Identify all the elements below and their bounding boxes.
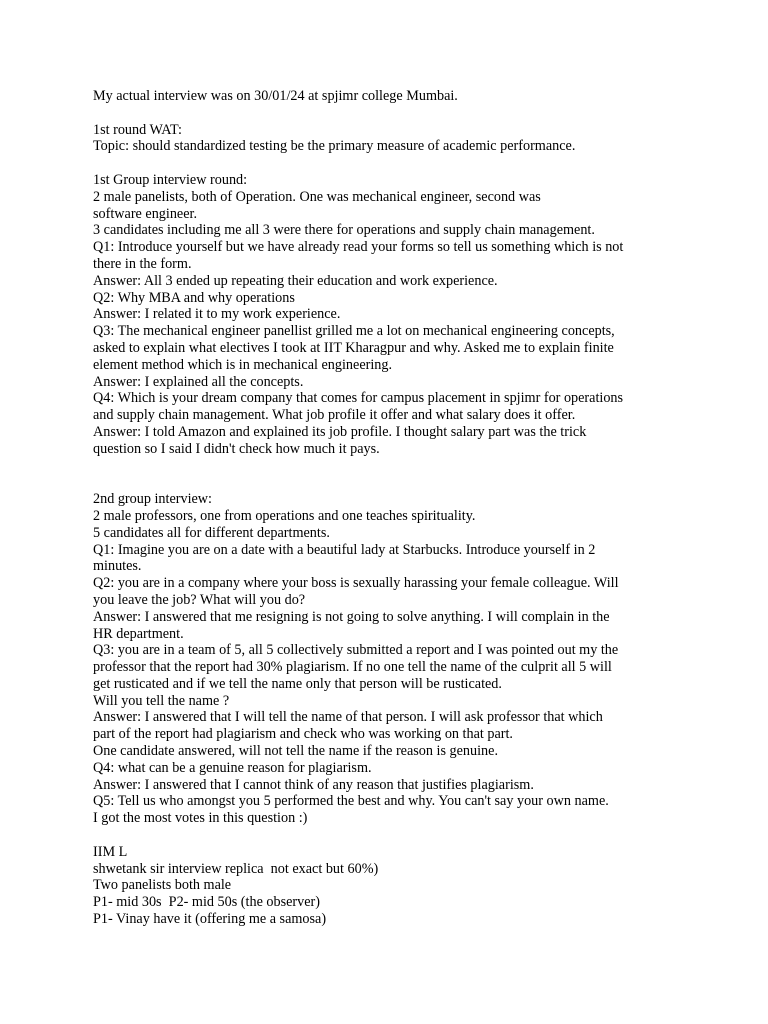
- text-line: Answer: I told Amazon and explained its job profile. I thought salary part was the trick: [93, 423, 587, 440]
- text-line: part of the report had plagiarism and check who was working on that part.: [93, 726, 513, 743]
- text-line: 2 male professors, one from operations and one teaches spirituality.: [93, 507, 476, 524]
- text-line: 3 candidates including me all 3 were there for operations and supply chain management.: [93, 222, 595, 239]
- text-line: professor that the report had 30% plagiarism. If no one tell the name of the culprit all 5 will: [93, 659, 612, 676]
- text-line: software engineer.: [93, 205, 197, 222]
- text-line: Q4: what can be a genuine reason for plagiarism.: [93, 759, 372, 776]
- text-line: get rusticated and if we tell the name only that person will be rusticated.: [93, 675, 502, 692]
- text-line: Q2: Why MBA and why operations: [93, 289, 295, 306]
- text-line: minutes.: [93, 558, 142, 575]
- text-line: Answer: I related it to my work experience.: [93, 306, 341, 323]
- text-line: Q1: Introduce yourself but we have already read your forms so tell us something which is not: [93, 239, 624, 256]
- text-line: P1- mid 30s P2- mid 50s (the observer): [93, 894, 320, 911]
- text-line: IIM L: [93, 843, 128, 860]
- text-line: Q3: you are in a team of 5, all 5 collectively submitted a report and I was pointed out my the: [93, 642, 619, 659]
- text-line: Answer: All 3 ended up repeating their education and work experience.: [93, 272, 498, 289]
- text-line: One candidate answered, will not tell the name if the reason is genuine.: [93, 743, 498, 760]
- text-line: Answer: I answered that me resigning is not going to solve anything. I will complain in the: [93, 608, 610, 625]
- text-line: Q3: The mechanical engineer panellist grilled me a lot on mechanical engineering concepts,: [93, 323, 615, 340]
- text-line: shwetank sir interview replica not exact but 60%): [93, 860, 379, 877]
- blank-line: [93, 155, 683, 172]
- text-line: 1st Group interview round:: [93, 171, 248, 188]
- text-line: question so I said I didn't check how much it pays.: [93, 440, 380, 457]
- text-line: Q4: Which is your dream company that comes for campus placement in spjimr for operations: [93, 390, 624, 407]
- text-line: element method which is in mechanical engineering.: [93, 356, 393, 373]
- text-line: My actual interview was on 30/01/24 at spjimr college Mumbai.: [93, 88, 458, 104]
- text-line: P1- Vinay have it (offering me a samosa): [93, 911, 327, 928]
- text-line: Answer: I answered that I will tell the name of that person. I will ask professor that which: [93, 709, 603, 726]
- text-line: 2 male panelists, both of Operation. One was mechanical engineer, second was: [93, 188, 541, 205]
- text-line: Q1: Imagine you are on a date with a beautiful lady at Starbucks. Introduce yourself in 2: [93, 541, 596, 558]
- text-line: asked to explain what electives I took at IIT Kharagpur and why. Asked me to explain finite: [93, 339, 614, 356]
- text-line: Q2: you are in a company where your boss is sexually harassing your female colleague. Will: [93, 575, 619, 592]
- text-line: I got the most votes in this question :): [93, 810, 308, 827]
- document-page: [93, 88, 683, 928]
- text-line: and supply chain management. What job profile it offer and what salary does it offer.: [93, 407, 576, 424]
- text-line: Answer: I answered that I cannot think of any reason that justifies plagiarism.: [93, 776, 534, 793]
- text-line: 2nd group interview:: [93, 491, 212, 508]
- blank-line: [93, 474, 683, 491]
- text-line: 1st round WAT:: [93, 121, 182, 138]
- text-line: there in the form.: [93, 255, 192, 272]
- text-line: HR department.: [93, 625, 184, 642]
- text-line: Topic: should standardized testing be the primary measure of academic performance.: [93, 138, 576, 155]
- text-line: Will you tell the name ?: [93, 692, 230, 709]
- text-line: Two panelists both male: [93, 877, 232, 894]
- blank-line: [93, 458, 683, 475]
- text-line: Answer: I explained all the concepts.: [93, 373, 304, 390]
- text-line: Q5: Tell us who amongst you 5 performed the best and why. You can't say your own name.: [93, 793, 609, 810]
- text-line: you leave the job? What will you do?: [93, 591, 306, 608]
- blank-line: [93, 105, 683, 122]
- blank-line: [93, 827, 683, 844]
- text-line: 5 candidates all for different departments.: [93, 524, 330, 541]
